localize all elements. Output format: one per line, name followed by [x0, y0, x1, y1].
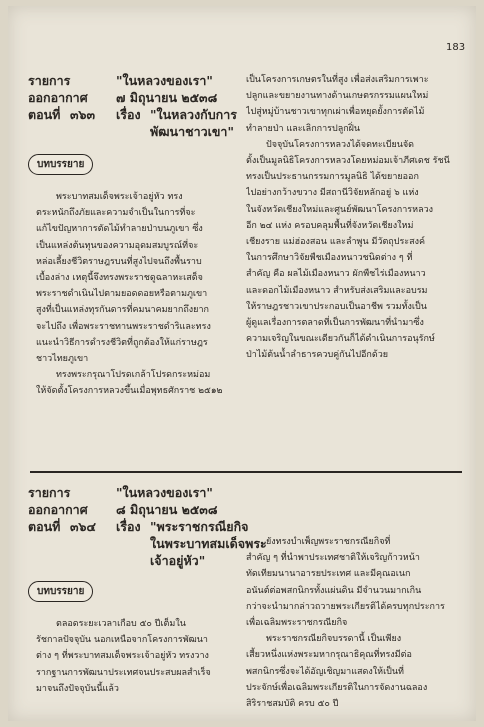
- text-line: และดอกไม้เมืองหนาว สำหรับส่งเสริมและอบรม: [246, 285, 428, 296]
- text-line: ไปอย่างกว้างขวาง มีสถานีวิจัยหลักอยู่ ๖ แห่ง: [246, 188, 419, 199]
- text-line: ความเจริญในขณะเดียวกันก็ได้ดำเนินการอนุรักษ์: [246, 334, 435, 345]
- text-line: มาจนถึงปัจจุบันนี้แล้ว: [36, 683, 119, 694]
- section1-right-column: [246, 72, 460, 364]
- text-line: อีก ๒๔ แห่ง ครอบคลุมพื้นที่จังหวัดเชียงใหม่: [246, 220, 414, 231]
- section2-info: [28, 484, 267, 569]
- topic-line2: ในพระบาทสมเด็จพระ: [150, 536, 267, 551]
- text-line: สูงที่เป็นแหล่งทุรกันดารที่คมนาคมยากถึงยาก: [36, 305, 209, 316]
- text-line: สิริราชสมบัติ ครบ ๕๐ ปี: [246, 699, 339, 710]
- text-line: ปัจจุบันโครงการหลวงได้จดทะเบียนจัด: [266, 139, 415, 150]
- label-episode: ตอนที่: [28, 107, 61, 122]
- text-line: ทำลายป่า และเลิกการปลูกฝิ่น: [246, 123, 361, 134]
- document-page: [8, 6, 476, 721]
- text-line: ยังทรงบำเพ็ญพระราชกรณียกิจที่: [266, 537, 391, 547]
- episode-number: ๓๖๔: [70, 519, 96, 534]
- label-broadcast: ออกอากาศ: [28, 90, 88, 105]
- text-line: ทรงเป็นประธานกรรมการมูลนิธิ ได้ขยายออก: [246, 172, 419, 183]
- text-line: ให้ราษฎรชาวเขาประกอบเป็นอาชีพ รวมทั้งเป็น: [246, 301, 427, 312]
- text-line: แก้ไขปัญหาการตัดไม้ทำลายป่าบนภูเขา ซึ่ง: [36, 224, 203, 235]
- program-title: "ในหลวงของเรา": [116, 485, 213, 500]
- text-line: พระราชกรณียกิจบรรดานี้ เป็นเพียง: [266, 634, 402, 645]
- text-line: รัชกาลปัจจุบัน นอกเหนือจากโครงการพัฒนา: [36, 635, 208, 646]
- narration-tag: บทบรรยาย: [28, 581, 93, 602]
- text-line: ให้จัดตั้งโครงการหลวงขึ้นเมื่อพุทธศักราช ๒๕๑๒: [36, 386, 223, 397]
- label-topic: เรื่อง: [116, 107, 141, 122]
- topic-line2: พัฒนาชาวเขา": [150, 124, 234, 139]
- page-number: 183: [446, 42, 466, 53]
- text-line: ปลูกและขยายงานทางด้านเกษตรกรรมแผนใหม่: [246, 91, 429, 102]
- topic-line3: เจ้าอยู่หัว": [150, 553, 206, 568]
- text-line: ทรงพระกรุณาโปรดเกล้าโปรดกระหม่อม: [56, 370, 211, 381]
- text-line: ป่าไม้ต้นน้ำลำธารควบคู่กันไปอีกด้วย: [246, 350, 389, 361]
- text-line: พสกนิกรซึ่งจะได้อัญเชิญมาแสดงให้เป็นที่: [246, 666, 404, 677]
- section1-left-column: [36, 189, 232, 400]
- section1-info: [28, 72, 237, 140]
- section2-right-column: [246, 534, 460, 712]
- label-broadcast: ออกอากาศ: [28, 502, 88, 517]
- topic-line1: "พระราชกรณียกิจ: [150, 519, 249, 534]
- label-topic: เรื่อง: [116, 519, 141, 534]
- text-line: พระบาทสมเด็จพระเจ้าอยู่หัว ทรง: [56, 192, 183, 202]
- text-line: ต่าง ๆ ที่พระบาทสมเด็จพระเจ้าอยู่หัว ทรงวาง: [36, 651, 209, 662]
- text-line: กว่าจะนำมากล่าวถวายพระเกียรติได้ครบทุกประการ: [246, 601, 445, 612]
- label-program: รายการ: [28, 485, 71, 500]
- section2-left-column: [36, 616, 232, 697]
- topic-line1: "ในหลวงกับการ: [150, 107, 237, 122]
- text-line: ตระหนักถึงภัยและความจำเป็นในการที่จะ: [36, 208, 196, 219]
- text-line: ประจักษ์เพื่อเฉลิมพระเกียรติในการจัดงานฉลอง: [246, 682, 428, 693]
- text-line: เป็นแหล่งต้นทุนของความอุดมสมบูรณ์ที่จะ: [36, 240, 199, 251]
- text-line: จะไปถึง เพื่อพระราชทานพระราชดำริและทรง: [36, 321, 211, 332]
- text-line: ชาวไทยภูเขา: [36, 354, 89, 365]
- text-line: ในการศึกษาวิจัยพืชเมืองหนาวชนิดต่าง ๆ ที่: [246, 253, 413, 264]
- broadcast-date: ๘ มิถุนายน ๒๕๓๘: [116, 502, 218, 517]
- text-line: หล่อเลี้ยงชีวิตราษฎรบนที่สูงไปจนถึงพื้นราบ: [36, 256, 202, 267]
- text-line: เบื้องล่าง เหตุนี้จึงทรงพระราชดูฉลาหะเสด็จ: [36, 273, 203, 284]
- text-line: ทัดเทียมนานาอารยประเทศ และมีคุณอเนก: [246, 569, 411, 580]
- label-episode: ตอนที่: [28, 519, 61, 534]
- narration-tag: บทบรรยาย: [28, 154, 93, 175]
- text-line: ตั้งเป็นมูลนิธิโครงการหลวงโดยหม่อมเจ้าภีศเดช รัชนี: [246, 156, 450, 167]
- text-line: แนะนำวิธีการดำรงชีวิตที่ถูกต้องให้แก่ราษฎร: [36, 337, 208, 348]
- text-line: ไปสู่หมู่บ้านชาวเขาทุกเผ่าเพื่อหยุดยั้งการตัดไม้: [246, 107, 425, 118]
- text-line: เป็นโครงการเกษตรในที่สูง เพื่อส่งเสริมการเพาะ: [246, 75, 429, 85]
- text-line: สำคัญ ๆ ที่นำพาประเทศชาติให้เจริญก้าวหน้า: [246, 553, 420, 564]
- text-line: รากฐานการพัฒนาประเทศจนประสบผลสำเร็จ: [36, 667, 211, 678]
- broadcast-date: ๗ มิถุนายน ๒๕๓๘: [116, 90, 218, 105]
- text-line: สำคัญ คือ ผลไม้เมืองหนาว ผักพืชไร่เมืองหนาว: [246, 269, 426, 280]
- text-line: ตลอดระยะเวลาเกือบ ๕๐ ปีเต็มใน: [56, 619, 186, 629]
- text-line: เชียงราย แม่ฮ่องสอน และลำพูน มีวัตถุประสงค์: [246, 237, 426, 248]
- text-line: อนันต์ต่อพสกนิกรทั้งแผ่นดิน มีจำนวนมากเกิน: [246, 585, 422, 596]
- label-program: รายการ: [28, 73, 71, 88]
- text-line: เพื่อเฉลิมพระราชกรณียกิจ: [246, 618, 348, 629]
- text-line: ในจังหวัดเชียงใหม่และศูนย์พัฒนาโครงการหลวง: [246, 204, 434, 215]
- text-line: พระราชดำเนินไปตามยอดดอยหรือตามภูเขา: [36, 289, 208, 300]
- text-line: เสี้ยวหนึ่งแห่งพระมหากรุณาธิคุณที่ทรงมีต่อ: [246, 650, 412, 661]
- section-divider: [30, 471, 462, 473]
- program-title: "ในหลวงของเรา": [116, 73, 213, 88]
- episode-number: ๓๖๓: [70, 107, 96, 122]
- text-line: ผู้ดูแลเรื่องการตลาดที่เป็นการพัฒนาที่นำมาซึ่ง: [246, 318, 424, 329]
